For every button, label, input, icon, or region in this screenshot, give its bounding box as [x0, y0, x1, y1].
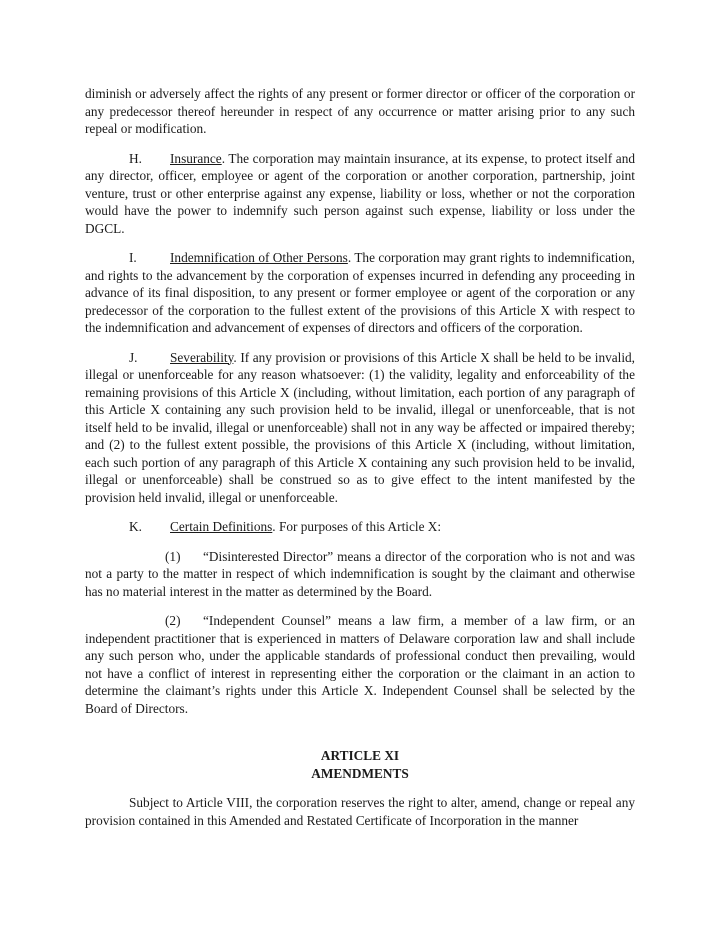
- section-title-severability: Severability: [170, 349, 234, 365]
- section-paragraph-severability: [85, 349, 635, 507]
- continuation-paragraph: diminish or adversely affect the rights of any present or former director or officer of the corporation or any predecessor thereof hereunder in respect of any occurrence or matter arising prior to any such repeal or modification.: [85, 86, 635, 136]
- section-title-insurance: Insurance: [170, 150, 222, 166]
- section-title-period: .: [233, 349, 237, 365]
- article-title: AMENDMENTS: [311, 765, 409, 781]
- section-body-severability: If any provision or provisions of this Article X shall be held to be invalid, illegal or unenforceable for any reason whatsoever: (1) the validity, legality and enforceability of the remaining provisions of this Article X (including, without limitation, each portion of any paragraph of this Article X containing any such provision held to be invalid, illegal or unenforceable, that is not itself held to be invalid, illegal or unenforceable) shall not in any way be affected or impaired thereby; and (2) to the fullest extent possible, the provisions of this Article X (including, without limitation, each such portion of any paragraph of this Article X containing any such provision held to be invalid, illegal or unenforceable) shall be construed so as to give effect to the intent manifested by the provision held invalid, illegal or unenforceable.: [85, 349, 636, 505]
- section-body-indemnification-other-persons: The corporation may grant rights to indemnification, and rights to the advancement by the corporation of expenses incurred in defending any proceeding in advance of its final disposition, to any present or former employee or agent of the corporation or any predecessor of the corporation to the fullest extent of the provisions of this Article X with respect to the indemnification and advancement of expenses of directors and officers of the corporation.: [85, 250, 635, 335]
- section-title-indemnification-other-persons: Indemnification of Other Persons: [170, 250, 348, 265]
- section-label-k: K.: [129, 519, 142, 534]
- definition-body-independent-counsel: “Independent Counsel” means a law firm, a member of a law firm, or an independent practitioner that is experienced in matters of Delaware corporation law and shall include any such person who, under the applicable standards of professional conduct then prevailing, would not have a conflict of interest in representing either the corporation or the claimant in an action to determine the claimant’s rights under this Article X. Independent Counsel shall be selected by the Board of Directors.: [85, 613, 635, 716]
- closing-paragraph: Subject to Article VIII, the corporation reserves the right to alter, amend, change or repeal any provision contained in this Amended and Restated Certificate of Incorporation in the manner: [85, 795, 635, 828]
- section-label-h: H.: [129, 150, 142, 166]
- definition-body-disinterested-director: “Disinterested Director” means a director of the corporation who is not and was not a party to the matter in respect of which indemnification is sought by the claimant and otherwise has no material interest in the matter as determined by the Board.: [85, 548, 635, 599]
- definition-label-1: (1): [165, 548, 181, 564]
- section-title-period: .: [221, 150, 226, 166]
- section-body-insurance: The corporation may maintain insurance, at its expense, to protect itself and any director, officer, employee or agent of the corporation or another corporation, partnership, joint venture, trust or other enterprise against any expense, liability or loss, whether or not the corporation would have the power to indemnify such person against such expense, liability or loss under the DGCL.: [85, 150, 636, 236]
- section-title-period: .: [272, 519, 276, 534]
- section-label-i: I.: [129, 250, 137, 265]
- section-paragraph-indemnification-other-persons: [85, 249, 635, 337]
- section-title-period: .: [347, 250, 352, 265]
- section-title-certain-definitions: Certain Definitions: [170, 519, 273, 534]
- document-page: [85, 85, 635, 829]
- definition-paragraph-disinterested-director: [85, 548, 635, 601]
- article-heading: [85, 747, 635, 782]
- article-number: ARTICLE XI: [320, 748, 400, 763]
- definition-paragraph-independent-counsel: [85, 612, 635, 717]
- section-paragraph-insurance: [85, 150, 635, 238]
- section-label-j: J.: [129, 349, 138, 365]
- section-paragraph-certain-definitions: [85, 518, 635, 536]
- definition-label-2: (2): [165, 613, 181, 628]
- section-body-certain-definitions: For purposes of this Article X:: [278, 519, 442, 534]
